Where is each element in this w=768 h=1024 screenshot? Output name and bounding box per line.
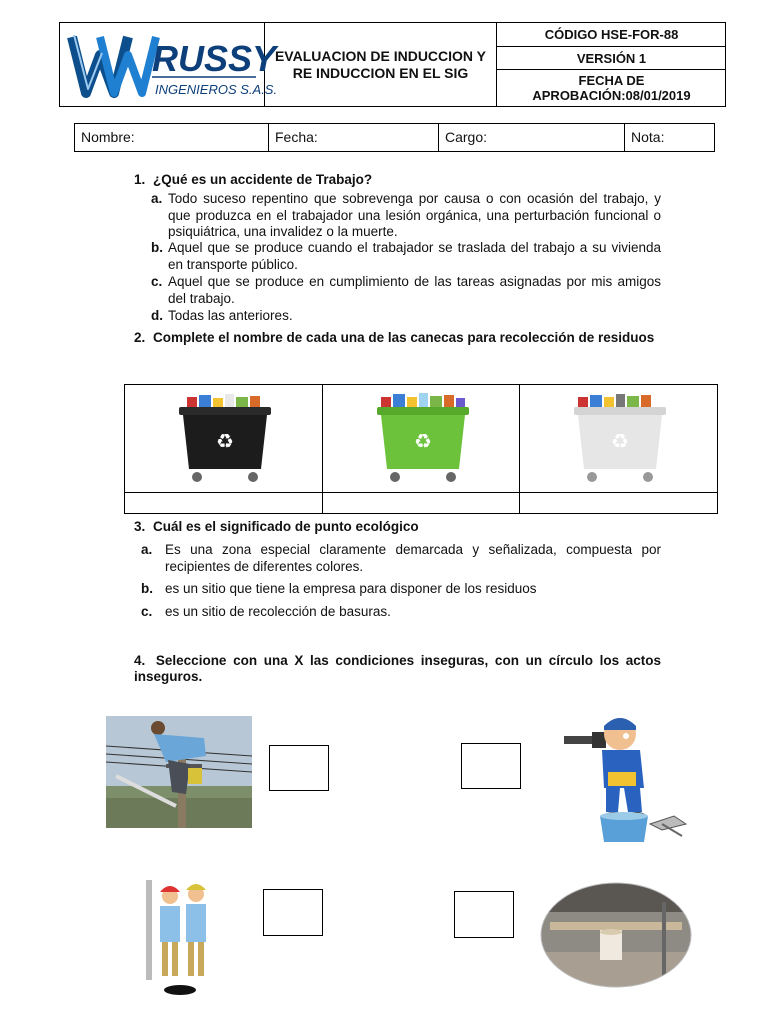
question-text: Cuál es el significado de punto ecológico	[153, 519, 419, 534]
q3-option-a[interactable]	[141, 542, 661, 575]
option-text: Aquel que se produce en cumplimiento de las tareas asignadas por mis amigos del trabajo.	[168, 274, 661, 306]
q1-option-d[interactable]	[151, 308, 661, 325]
question-number: 2.	[134, 330, 146, 345]
black-bin-icon	[175, 391, 275, 487]
option-letter: a.	[141, 542, 153, 557]
document-title: EVALUACION DE INDUCCION Y RE INDUCCION EN EL SIG	[265, 23, 497, 106]
answer-box-1[interactable]	[269, 745, 329, 791]
answer-box-3[interactable]	[263, 889, 323, 936]
option-text: Todo suceso repentino que sobrevenga por causa o con ocasión del trabajo, y que produzca en el trabajador una lesión orgánica, una perturbación funcional o psiquiátrica, una invalidez o la muerte.	[168, 191, 661, 239]
approval-label: FECHA DE	[578, 73, 645, 88]
q1-option-a[interactable]	[151, 191, 661, 241]
logo-text: RUSSY	[152, 38, 277, 79]
approval-date	[497, 70, 726, 106]
question-number: 3.	[134, 519, 146, 534]
question-4	[134, 653, 661, 685]
grade-field[interactable]: Nota:	[631, 129, 665, 145]
logo-w-mark	[60, 23, 278, 106]
question-text: ¿Qué es un accidente de Trabajo?	[153, 172, 373, 187]
company-logo	[60, 23, 278, 106]
workers-talking-cartoon	[140, 870, 224, 1000]
option-letter: b.	[141, 581, 153, 596]
svg-text:♻: ♻	[611, 429, 629, 453]
bin-trash	[578, 394, 651, 407]
bin-name-input-2[interactable]	[323, 493, 520, 513]
option-text: Es una zona especial claramente demarcada y señalizada, compuesta por recipientes de diferentes colores.	[165, 542, 661, 574]
question-text: Seleccione con una X las condiciones inseguras, con un círculo los actos inseguros.	[134, 653, 661, 684]
bin-trash	[187, 394, 260, 407]
document-meta	[497, 23, 726, 106]
q3-option-c[interactable]	[141, 604, 661, 621]
question-3	[134, 519, 419, 535]
question-2	[134, 330, 661, 346]
construction-site-photo	[540, 882, 692, 988]
bin-name-input-3[interactable]	[520, 493, 717, 513]
bin-trash	[381, 393, 465, 407]
question-number: 1.	[134, 172, 146, 187]
question-1	[134, 172, 372, 188]
electric-pole-worker-image	[106, 716, 252, 828]
name-field[interactable]: Nombre:	[75, 124, 269, 151]
document-version: VERSIÓN 1	[497, 47, 726, 70]
option-letter: d.	[151, 308, 163, 323]
date-field[interactable]: Fecha:	[269, 124, 439, 151]
q1-option-c[interactable]	[151, 274, 661, 307]
option-text: es un sitio que tiene la empresa para disponer de los residuos	[165, 581, 537, 596]
svg-text:♻: ♻	[414, 429, 432, 453]
document-header	[59, 22, 726, 107]
q1-option-b[interactable]	[151, 240, 661, 273]
logo-subtext: INGENIEROS S.A.S.	[155, 82, 278, 97]
answer-box-4[interactable]	[454, 891, 514, 938]
role-field[interactable]: Cargo:	[439, 124, 625, 151]
worker-on-bucket-cartoon	[562, 712, 694, 856]
question-number: 4.	[134, 653, 146, 668]
svg-text:♻: ♻	[216, 429, 234, 453]
green-bin-icon	[373, 391, 473, 487]
option-letter: a.	[151, 191, 163, 206]
option-letter: c.	[141, 604, 153, 619]
info-row	[74, 123, 715, 152]
bin-name-row	[125, 492, 717, 514]
document-code: CÓDIGO HSE-FOR-88	[497, 23, 726, 47]
option-text: es un sitio de recolección de basuras.	[165, 604, 391, 619]
option-letter: b.	[151, 240, 163, 255]
option-text: Todas las anteriores.	[168, 308, 293, 323]
option-letter: c.	[151, 274, 163, 289]
q3-option-b[interactable]	[141, 581, 661, 598]
bins-table	[124, 384, 718, 514]
answer-box-2[interactable]	[461, 743, 521, 789]
white-bin-icon	[570, 391, 670, 487]
question-text: Complete el nombre de cada una de las canecas para recolección de residuos	[153, 330, 655, 345]
bin-name-input-1[interactable]	[125, 493, 323, 513]
option-text: Aquel que se produce cuando el trabajador se traslada del trabajo a su vivienda en transporte público.	[168, 240, 661, 272]
approval-value: APROBACIÓN:08/01/2019	[532, 88, 691, 103]
